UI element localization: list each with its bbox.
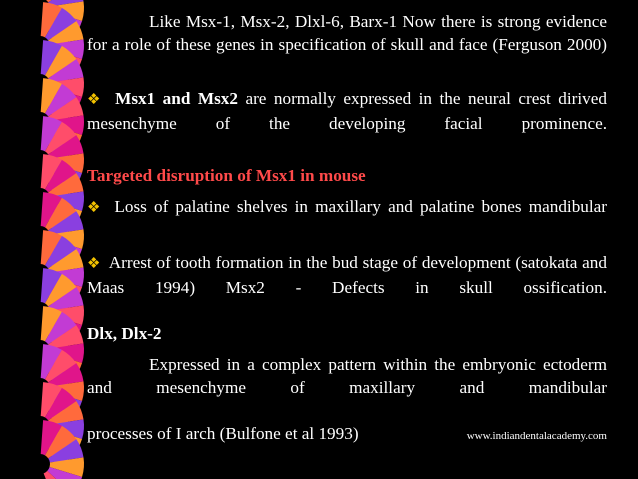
dlx-paragraph: Expressed in a complex pattern within the embryonic ectoderm and mesenchyme of maxillary and mandibular [87, 355, 607, 397]
dlx-subheading: Dlx, Dlx-2 [87, 324, 162, 343]
bullet-msx-expression [87, 87, 607, 158]
website-watermark: www.indiandentalacademy.com [466, 430, 607, 442]
bullet-tooth-arrest [87, 251, 607, 322]
intro-paragraph: Like Msx-1, Msx-2, Dlxl-6, Barx-1 Now there is strong evidence for a role of these genes in specification of skull and face (Ferguson 2000) [87, 12, 607, 54]
diamond-bullet-icon: ❖ [87, 92, 104, 108]
dlx-paragraph-last-line [87, 422, 607, 448]
dlx-paragraph-end: processes of I arch (Bulfone et al 1993) [87, 424, 359, 443]
decorative-spiral-border [0, 0, 90, 479]
bullet-palatine-loss [87, 195, 607, 243]
tooth-arrest-text: Arrest of tooth formation in the bud stage of development (satokata and Maas 1994) Msx2 - Defects in skull ossification. [87, 253, 607, 297]
section-heading: Targeted disruption of Msx1 in mouse [87, 166, 366, 185]
msx-expression-text: are normally expressed in the neural crest dirived mesenchyme of the developing facial prominence. [87, 89, 607, 133]
palatine-loss-text: Loss of palatine shelves in maxillary and palatine bones mandibular [114, 197, 608, 216]
diamond-bullet-icon: ❖ [87, 200, 104, 216]
slide-content [87, 10, 607, 448]
diamond-bullet-icon: ❖ [87, 256, 101, 272]
msx-genes-label: Msx1 and Msx2 [115, 89, 238, 108]
